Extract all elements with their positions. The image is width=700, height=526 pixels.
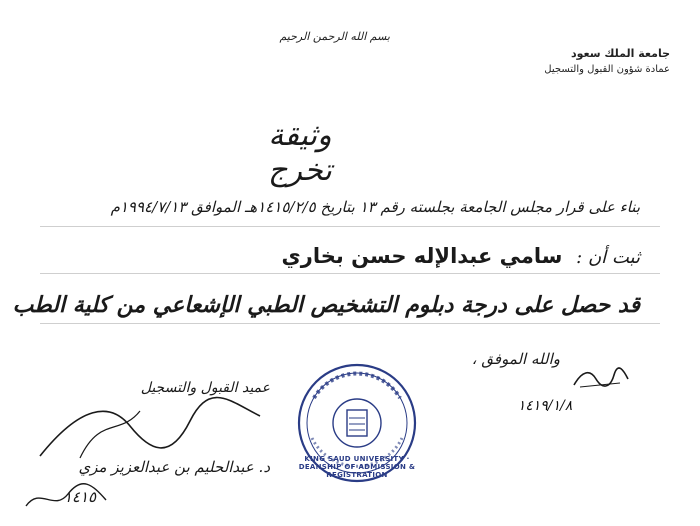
basmala: بسم الله الرحمن الرحيم (279, 30, 390, 43)
signatory-name: د. عبدالحليم بن عبدالعزيز مزي (78, 458, 270, 476)
university-name: جامعة الملك سعود (571, 47, 670, 60)
seal-english-text: KING SAUD UNIVERSITY · DEANSHIP OF ADMISSION & REGISTRATION (298, 455, 416, 479)
issuer-block (500, 46, 670, 78)
signatory-year: ١٤١٥ (63, 488, 97, 506)
document-title: وثيقة تخرج (268, 118, 332, 188)
closing-phrase: والله الموفق ، (471, 350, 560, 368)
thabit-label: ثبت أن : (576, 247, 640, 268)
rule-line (40, 323, 660, 324)
deanship-name: عمادة شؤون القبول والتسجيل (544, 64, 670, 75)
signatory-title: عميد القبول والتسجيل (140, 380, 270, 396)
council-decision-line: بناء على قرار مجلس الجامعة بجلسته رقم ١٣ بتاريخ ١٤١٥/٢/٥هـ الموافق ١٩٩٤/٧/١٣م (110, 198, 640, 216)
graduate-line (282, 244, 640, 268)
graduate-name: سامي عبدالإله حسن بخاري (281, 244, 563, 268)
rule-line (40, 226, 660, 227)
dean-signature (20, 396, 270, 466)
degree-line: قد حصل على درجة دبلوم التشخيص الطبي الإشعاعي من كلية الطب (12, 292, 640, 318)
initials-signature (570, 365, 630, 393)
issue-date: ١٤١٩/١/٨ (517, 398, 573, 414)
rule-line (40, 273, 660, 274)
